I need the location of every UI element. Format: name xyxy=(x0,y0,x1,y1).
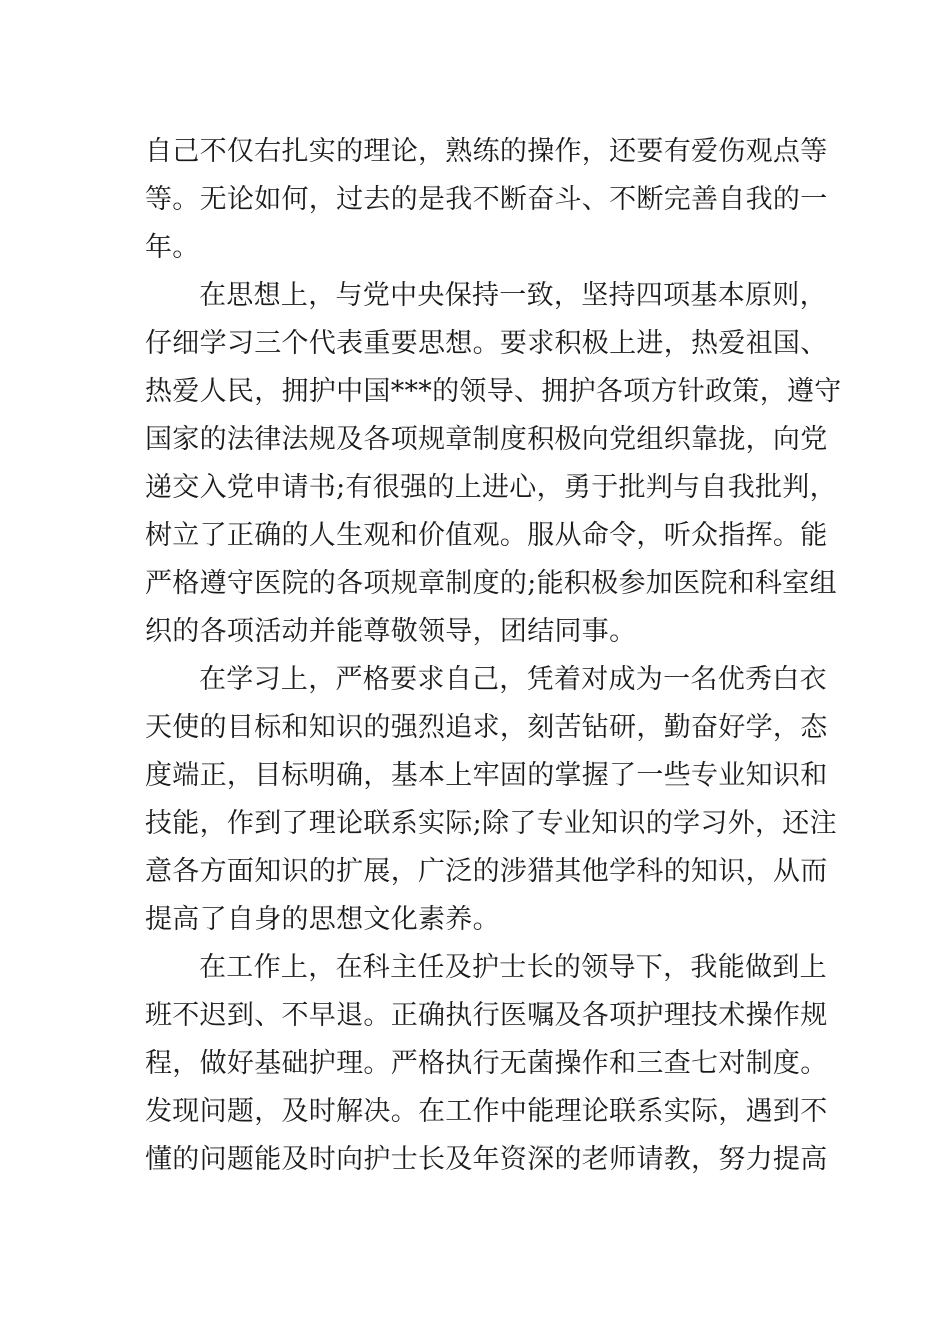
paragraph-start-work: 在工作上，在科主任及护士长的领导下，我能做到上 xyxy=(199,952,827,983)
text-line: 天使的目标和知识的强烈追求，刻苦钻研，勤奋好学，态 xyxy=(145,712,828,743)
text-line: 程，做好基础护理。严格执行无菌操作和三查七对制度。 xyxy=(145,1048,828,1079)
paragraph-start-thought: 在思想上，与党中央保持一致，坚持四项基本原则， xyxy=(199,280,827,311)
text-line: 递交入党申请书;有很强的上进心，勇于批判与自我批判， xyxy=(145,472,837,503)
text-line: 国家的法律法规及各项规章制度积极向党组织靠拢，向党 xyxy=(145,424,828,455)
text-line: 自己不仅右扎实的理论，熟练的操作，还要有爱伤观点等 xyxy=(145,136,828,167)
text-line: 严格遵守医院的各项规章制度的;能积极参加医院和科室组 xyxy=(145,568,837,599)
text-line: 仔细学习三个代表重要思想。要求积极上进，热爱祖国、 xyxy=(145,328,828,359)
text-line: 意各方面知识的扩展，广泛的涉猎其他学科的知识，从而 xyxy=(145,856,828,887)
text-line: 班不迟到、不早退。正确执行医嘱及各项护理技术操作规 xyxy=(145,1000,828,1031)
text-line: 热爱人民，拥护中国***的领导、拥护各项方针政策，遵守 xyxy=(145,376,842,407)
text-line: 织的各项活动并能尊敬领导，团结同事。 xyxy=(145,616,637,647)
text-line: 度端正，目标明确，基本上牢固的掌握了一些专业知识和 xyxy=(145,760,828,791)
text-line: 提高了自身的思想文化素养。 xyxy=(145,904,500,935)
text-line: 技能，作到了理论联系实际;除了专业知识的学习外，还注 xyxy=(145,808,837,839)
body-text xyxy=(145,128,842,1184)
text-line: 树立了正确的人生观和价值观。服从命令，听众指挥。能 xyxy=(145,520,828,551)
text-line: 发现问题，及时解决。在工作中能理论联系实际，遇到不 xyxy=(145,1096,828,1127)
text-line: 懂的问题能及时向护士长及年资深的老师请教，努力提高 xyxy=(145,1144,828,1175)
text-line: 年。 xyxy=(145,232,200,263)
paragraph-start-study: 在学习上，严格要求自己，凭着对成为一名优秀白衣 xyxy=(199,664,827,695)
text-line: 等。无论如何，过去的是我不断奋斗、不断完善自我的一 xyxy=(145,184,828,215)
